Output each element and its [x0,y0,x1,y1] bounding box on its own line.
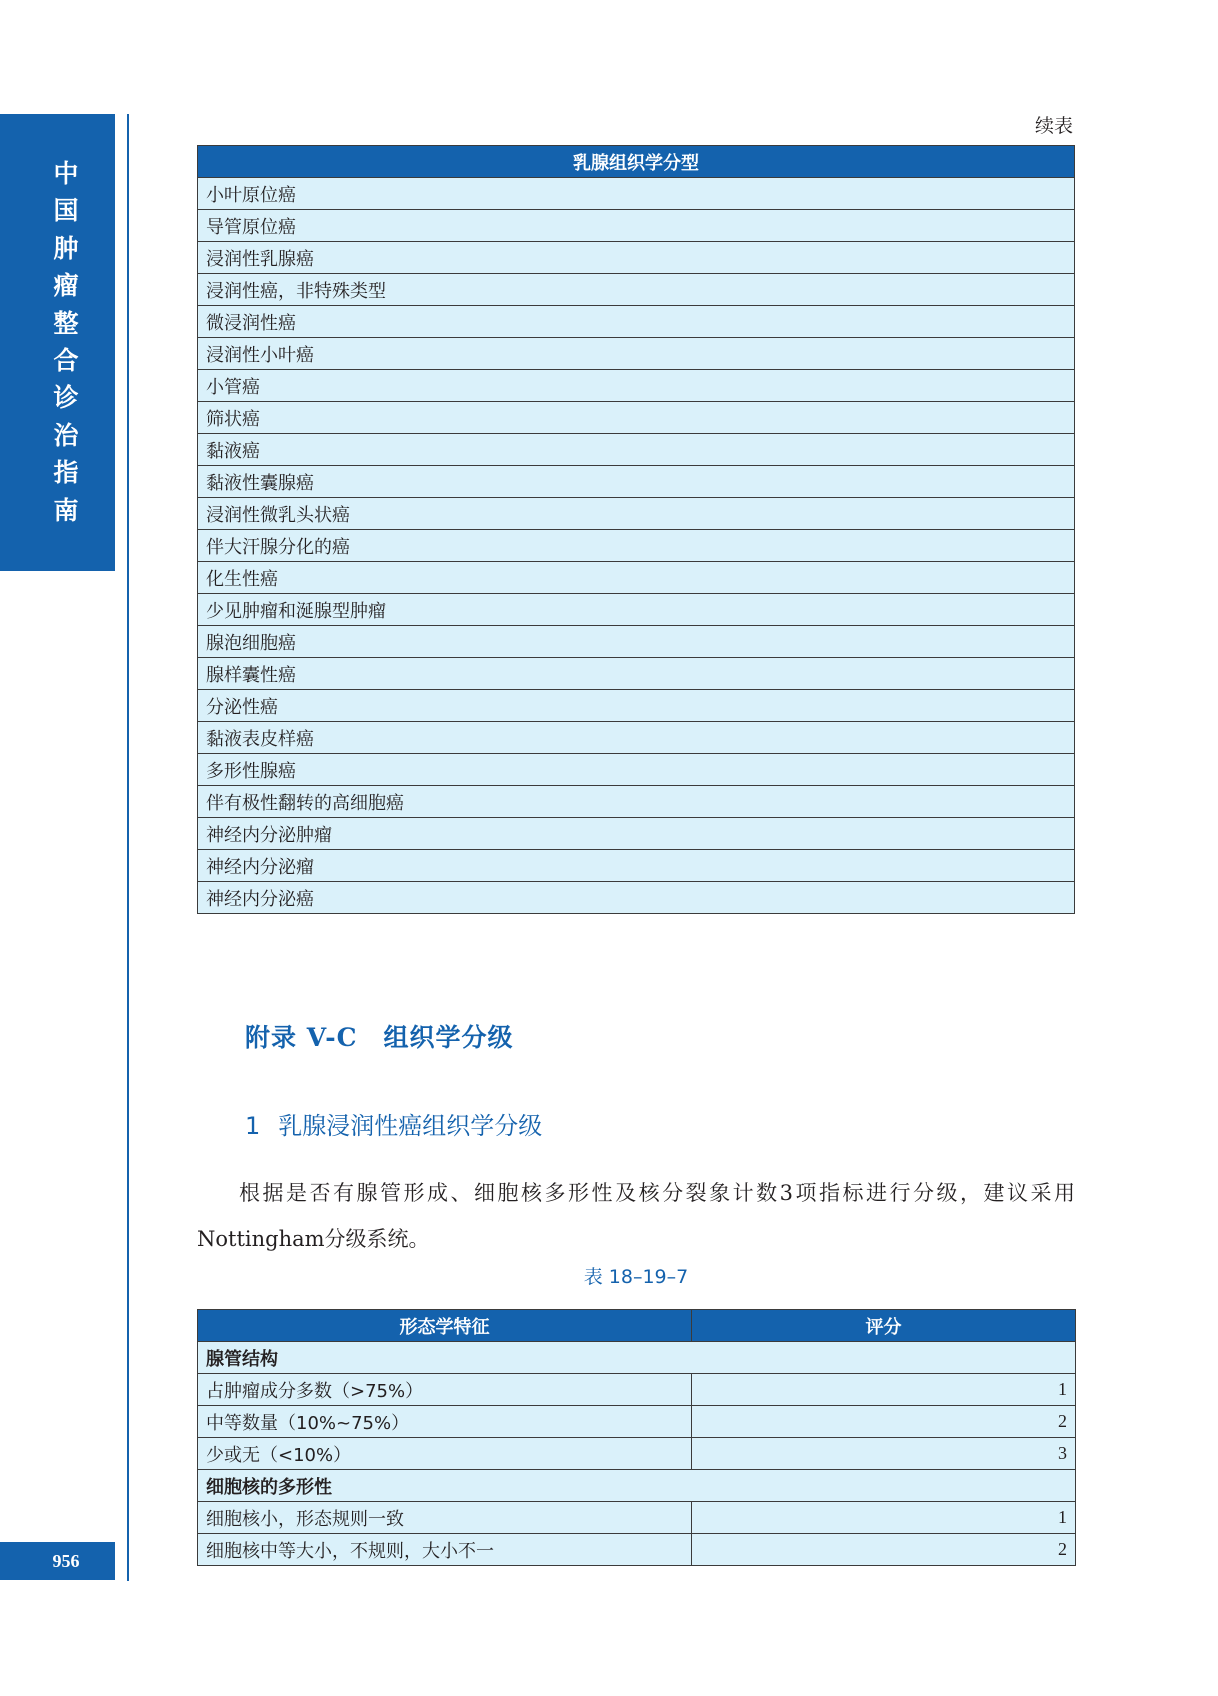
book-title-char: 治 [53,420,79,450]
book-title-char: 合 [53,346,79,376]
book-title-char: 瘤 [53,271,79,301]
histology-type-cell: 浸润性乳腺癌 [198,242,1075,274]
histology-type-cell: 神经内分泌瘤 [198,850,1075,882]
histology-type-cell: 黏液癌 [198,434,1075,466]
table-row [198,338,1075,370]
table-caption: 表 18–19–7 [583,1266,689,1288]
histology-type-cell: 黏液性囊腺癌 [198,466,1075,498]
page-number: 956 [52,1551,80,1571]
table-row [198,1502,1076,1534]
table-row [198,402,1075,434]
table-row [198,1406,1076,1438]
grading-table [197,1309,1076,1566]
histology-type-cell: 伴大汗腺分化的癌 [198,530,1075,562]
histology-type-cell: 浸润性微乳头状癌 [198,498,1075,530]
feature-cell: 细胞核中等大小，不规则，大小不一 [198,1534,692,1566]
table-body [198,1342,1076,1566]
book-title-char: 指 [53,458,79,488]
table-row [198,850,1075,882]
book-title-vertical [0,155,132,529]
table-row [198,658,1075,690]
table-row [198,434,1075,466]
group-row [198,1342,1076,1374]
table-row [198,786,1075,818]
group-title: 腺管结构 [198,1342,1076,1374]
histology-type-cell: 浸润性癌，非特殊类型 [198,274,1075,306]
continued-label: 续表 [1034,115,1073,137]
histology-type-cell: 腺样囊性癌 [198,658,1075,690]
table-row [198,242,1075,274]
table-row [198,1534,1076,1566]
table-row [198,210,1075,242]
table-row [198,754,1075,786]
histology-type-cell: 伴有极性翻转的高细胞癌 [198,786,1075,818]
table-row [198,306,1075,338]
book-title-char: 国 [53,196,79,226]
book-title-char: 中 [53,159,79,188]
score-cell: 2 [692,1406,1076,1438]
table-row [198,626,1075,658]
table-row [198,466,1075,498]
feature-cell: 少或无（<10%） [198,1438,692,1470]
table-header: 乳腺组织学分型 [198,146,1075,178]
table-row [198,530,1075,562]
table-row [198,274,1075,306]
table-row [198,594,1075,626]
histology-type-cell: 神经内分泌肿瘤 [198,818,1075,850]
table-row [198,1374,1076,1406]
histology-type-cell: 小叶原位癌 [198,178,1075,210]
table-row [198,1438,1076,1470]
book-title-char: 肿 [53,233,79,263]
histology-type-cell: 分泌性癌 [198,690,1075,722]
histology-type-cell: 神经内分泌癌 [198,882,1075,914]
histology-type-cell: 黏液表皮样癌 [198,722,1075,754]
score-cell: 2 [692,1534,1076,1566]
histology-type-cell: 微浸润性癌 [198,306,1075,338]
book-title-char: 诊 [53,383,79,413]
feature-cell: 中等数量（10%~75%） [198,1406,692,1438]
table-row [198,498,1075,530]
book-title-char: 南 [53,495,79,525]
column-header-score: 评分 [692,1310,1076,1342]
score-cell: 1 [692,1374,1076,1406]
group-row [198,1470,1076,1502]
histology-type-table [197,145,1075,914]
table-row [198,722,1075,754]
histology-type-cell: 多形性腺癌 [198,754,1075,786]
body-paragraph: 根据是否有腺管形成、细胞核多形性及核分裂象计数3项指标进行分级，建议采用Nottingham分级系统。 [197,1181,1075,1251]
histology-type-cell: 浸润性小叶癌 [198,338,1075,370]
group-title: 细胞核的多形性 [198,1470,1076,1502]
histology-type-cell: 筛状癌 [198,402,1075,434]
table-row [198,370,1075,402]
feature-cell: 细胞核小，形态规则一致 [198,1502,692,1534]
score-cell: 1 [692,1502,1076,1534]
section-heading [245,1106,542,1141]
book-title-char: 整 [53,308,79,338]
column-header-feature: 形态学特征 [198,1310,692,1342]
histology-type-cell: 腺泡细胞癌 [198,626,1075,658]
histology-type-cell: 少见肿瘤和涎腺型肿瘤 [198,594,1075,626]
section-number: 1 [245,1112,261,1140]
table-row [198,690,1075,722]
feature-cell: 占肿瘤成分多数（>75%） [198,1374,692,1406]
score-cell: 3 [692,1438,1076,1470]
section-title: 乳腺浸润性癌组织学分级 [278,1112,543,1140]
histology-type-cell: 化生性癌 [198,562,1075,594]
table-row [198,562,1075,594]
histology-type-cell: 小管癌 [198,370,1075,402]
table-row [198,178,1075,210]
appendix-title: 附录 V-C 组织学分级 [245,1023,514,1052]
table-row [198,882,1075,914]
histology-type-cell: 导管原位癌 [198,210,1075,242]
table-body [198,178,1075,914]
table-row [198,818,1075,850]
margin-rule [127,114,129,1581]
